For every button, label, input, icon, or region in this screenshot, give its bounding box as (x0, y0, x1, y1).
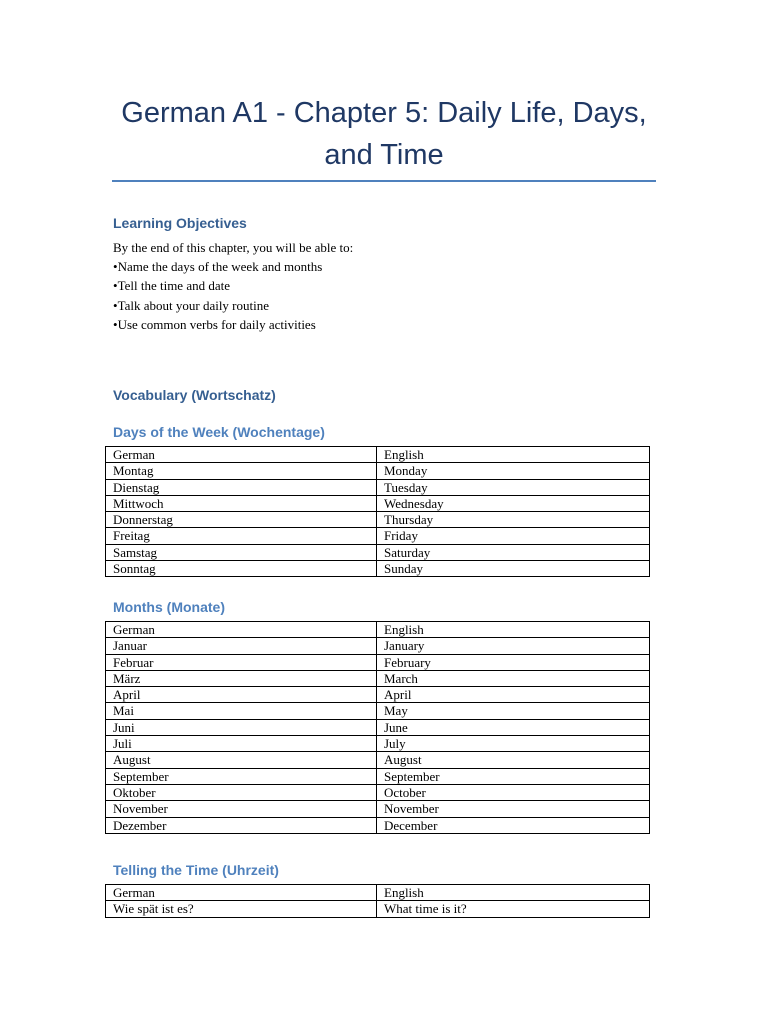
german-cell: Montag (106, 463, 377, 479)
german-cell: Februar (106, 654, 377, 670)
vocabulary-heading: Vocabulary (Wortschatz) (113, 387, 276, 403)
english-cell: Wednesday (377, 495, 650, 511)
list-item: • Use common verbs for daily activities (113, 315, 322, 334)
german-cell: September (106, 768, 377, 784)
english-cell: March (377, 670, 650, 686)
time-table (105, 884, 650, 918)
german-cell: German (106, 622, 377, 638)
english-cell: Thursday (377, 512, 650, 528)
table-row (106, 528, 650, 544)
english-cell: October (377, 784, 650, 800)
title-divider (112, 180, 656, 182)
german-cell: Januar (106, 638, 377, 654)
english-cell: English (377, 622, 650, 638)
english-cell: Sunday (377, 561, 650, 577)
list-item: • Name the days of the week and months (113, 257, 322, 276)
english-cell: September (377, 768, 650, 784)
table-row (106, 901, 650, 917)
english-cell: August (377, 752, 650, 768)
english-cell: Monday (377, 463, 650, 479)
english-cell: May (377, 703, 650, 719)
german-cell: Sonntag (106, 561, 377, 577)
english-cell: Tuesday (377, 479, 650, 495)
english-cell: Friday (377, 528, 650, 544)
english-cell: April (377, 687, 650, 703)
list-item: • Tell the time and date (113, 276, 322, 295)
table-row (106, 801, 650, 817)
table-row (106, 670, 650, 686)
table-header-row (106, 622, 650, 638)
table-row (106, 719, 650, 735)
time-heading: Telling the Time (Uhrzeit) (113, 862, 279, 878)
table-row (106, 703, 650, 719)
german-cell: Oktober (106, 784, 377, 800)
english-cell: November (377, 801, 650, 817)
table-row (106, 495, 650, 511)
table-row (106, 463, 650, 479)
german-cell: Samstag (106, 544, 377, 560)
german-cell: Mittwoch (106, 495, 377, 511)
german-cell: German (106, 447, 377, 463)
learning-objectives-list (113, 257, 322, 334)
english-cell: January (377, 638, 650, 654)
table-row (106, 784, 650, 800)
german-cell: Freitag (106, 528, 377, 544)
english-cell: June (377, 719, 650, 735)
table-row (106, 512, 650, 528)
learning-objectives-heading: Learning Objectives (113, 215, 247, 231)
german-cell: März (106, 670, 377, 686)
german-cell: Dienstag (106, 479, 377, 495)
german-cell: Donnerstag (106, 512, 377, 528)
english-cell: Saturday (377, 544, 650, 560)
german-cell: Mai (106, 703, 377, 719)
list-item: • Talk about your daily routine (113, 296, 322, 315)
table-row (106, 638, 650, 654)
months-heading: Months (Monate) (113, 599, 225, 615)
table-row (106, 736, 650, 752)
months-table (105, 621, 650, 834)
german-cell: Dezember (106, 817, 377, 833)
german-cell: German (106, 885, 377, 901)
german-cell: Wie spät ist es? (106, 901, 377, 917)
english-cell: July (377, 736, 650, 752)
german-cell: August (106, 752, 377, 768)
english-cell: What time is it? (377, 901, 650, 917)
german-cell: Juli (106, 736, 377, 752)
table-row (106, 752, 650, 768)
table-header-row (106, 885, 650, 901)
days-heading: Days of the Week (Wochentage) (113, 424, 325, 440)
german-cell: November (106, 801, 377, 817)
english-cell: December (377, 817, 650, 833)
table-row (106, 654, 650, 670)
table-row (106, 687, 650, 703)
table-row (106, 817, 650, 833)
table-row (106, 768, 650, 784)
table-header-row (106, 447, 650, 463)
learning-objectives-intro: By the end of this chapter, you will be able to: (113, 240, 354, 255)
english-cell: English (377, 885, 650, 901)
german-cell: Juni (106, 719, 377, 735)
german-cell: April (106, 687, 377, 703)
table-row (106, 561, 650, 577)
table-row (106, 479, 650, 495)
page-title: German A1 - Chapter 5: Daily Life, Days, and Time (121, 97, 647, 171)
english-cell: English (377, 447, 650, 463)
english-cell: February (377, 654, 650, 670)
days-table (105, 446, 650, 577)
table-row (106, 544, 650, 560)
